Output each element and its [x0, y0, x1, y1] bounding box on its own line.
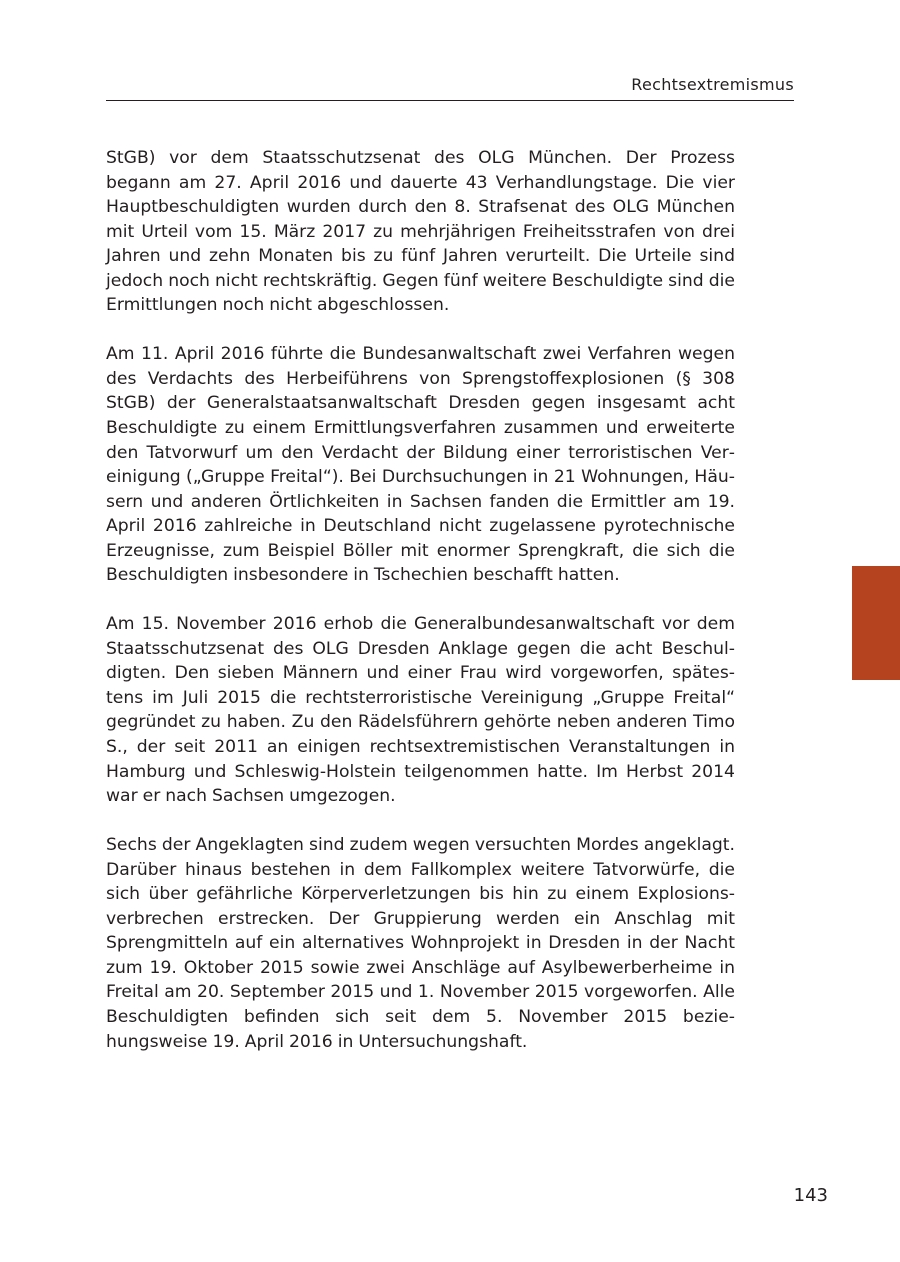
paragraph-2: Am 11. April 2016 führte die Bundesanwaltschaft zwei Verfahren wegen des Verdachts des Herbeiführens von Sprengstoffexplosionen (§ 308 StGB) der Generalstaatsanwaltschaft Dresden gegen insgesamt acht Beschuldigte zu einem Ermittlungsverfahren zusammen und erweiterte den Tatvorwurf um den Verdacht der Bildung einer terroristischen Vereinigung („Gruppe Freital“). Bei Durchsuchungen in 21 Wohnungen, Häusern und anderen Örtlichkeiten in Sachsen fanden die Ermittler am 19. April 2016 zahlreiche in Deutschland nicht zugelassene pyrotechnische Erzeugnisse, zum Beispiel Böller mit enormer Sprengkraft, die sich die Beschuldigten insbesondere in Tschechien beschafft hatten. — [106, 344, 735, 586]
main-text — [106, 146, 735, 1079]
paragraph-4: Sechs der Angeklagten sind zudem wegen versuchten Mordes angeklagt. Darüber hinaus bestehen in dem Fallkomplex weitere Tatvorwürfe, die sich über gefährliche Körperverletzungen bis hin zu einem Explosionsverbrechen erstrecken. Der Gruppierung werden ein Anschlag mit Sprengmitteln auf ein alternatives Wohnprojekt in Dresden in der Nacht zum 19. Oktober 2015 sowie zwei Anschläge auf Asylbewerberheime in Freital am 20. September 2015 und 1. November 2015 vorgeworfen. Alle Beschuldigten befinden sich seit dem 5. November 2015 beziehungsweise 19. April 2016 in Untersuchungshaft. — [106, 835, 735, 1052]
paragraph-3: Am 15. November 2016 erhob die Generalbundesanwaltschaft vor dem Staatsschutzsenat des OLG Dresden Anklage gegen die acht Beschuldigten. Den sieben Männern und einer Frau wird vorgeworfen, spätestens im Juli 2015 die rechtsterroristische Vereinigung „Gruppe Freital“ gegründet zu haben. Zu den Rädelsführern gehörte neben anderen Timo S., der seit 2011 an einigen rechtsextremistischen Veranstaltungen in Hamburg und Schleswig-Holstein teilgenommen hatte. Im Herbst 2014 war er nach Sachsen umgezogen. — [106, 614, 735, 807]
chapter-side-tab — [852, 566, 900, 680]
page-number: 143 — [793, 1185, 828, 1206]
running-header — [106, 74, 794, 101]
paragraph-1: StGB) vor dem Staatsschutzsenat des OLG München. Der Prozess begann am 27. April 2016 und dauerte 43 Verhandlungstage. Die vier Hauptbeschuldigten wurden durch den 8. Strafsenat des OLG München mit Urteil vom 15. März 2017 zu mehrjährigen Freiheitsstrafen von drei Jahren und zehn Monaten bis zu fünf Jahren verurteilt. Die Urteile sind jedoch noch nicht rechtskräftig. Gegen fünf weitere Beschuldigte sind die Ermittlungen noch nicht abgeschlossen. — [106, 148, 735, 316]
chapter-title: Rechtsextremismus — [631, 75, 794, 94]
